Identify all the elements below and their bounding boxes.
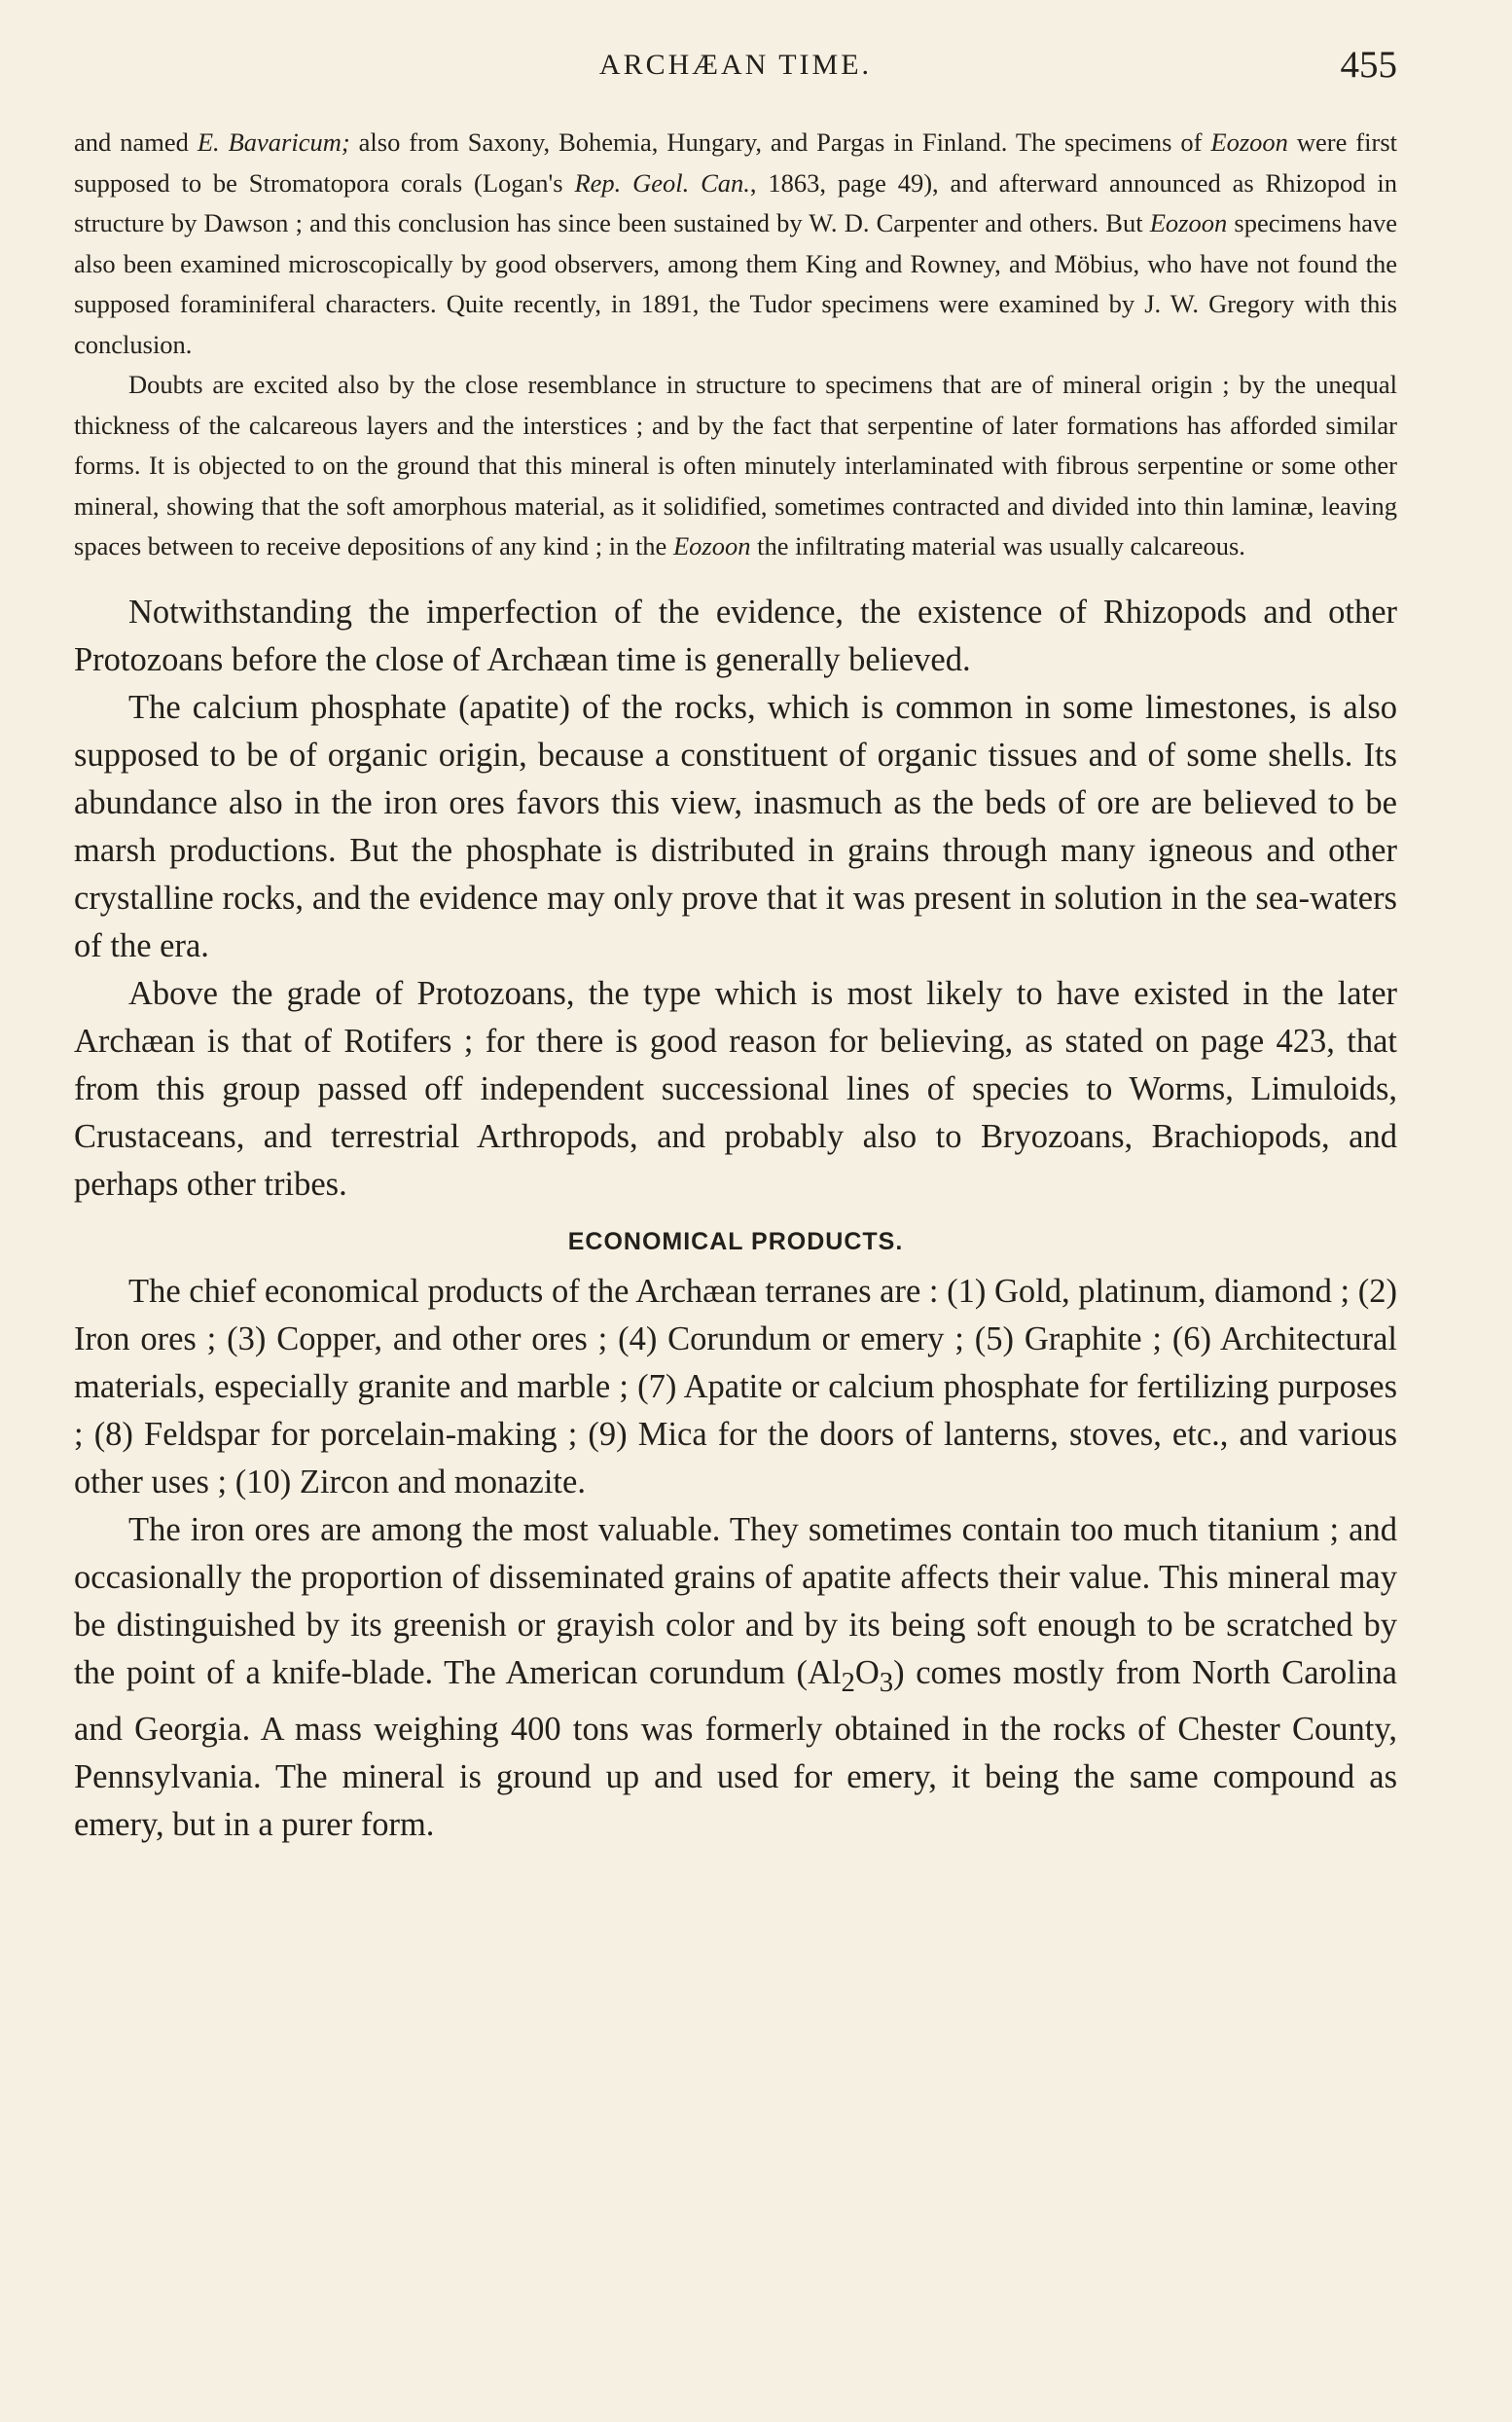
page-body xyxy=(74,123,1397,1849)
section-heading: ECONOMICAL PRODUCTS. xyxy=(567,1227,904,1255)
running-head xyxy=(74,43,1397,91)
small-paragraph-1: and named E. Bavaricum; also from Saxony, Bohemia, Hungary, and Pargas in Finland. The specimens of Eozoon were first supposed to be Stromatopora corals (Logan's Rep. Geol. Can., 1863, page 49), and afterward announced as Rhizopod in structure by Dawson ; and this conclusion has since been sustained by W. D. Carpenter and others. But Eozoon specimens have also been examined microscopically by good observers, among them King and Rowney, and Möbius, who have not found the supposed foraminiferal characters. Quite recently, in 1891, the Tudor specimens were examined by J. W. Gregory with this conclusion. xyxy=(74,127,1397,359)
main-text xyxy=(74,589,1397,1850)
running-head-title: ARCHÆAN TIME. xyxy=(598,49,873,81)
small-paragraph-2: Doubts are excited also by the close resemblance in structure to specimens that are of mineral origin ; by the unequal thickness of the calcareous layers and the interstices ; and by the fact that serpentine of later formations has afforded similar forms. It is objected to on the ground that this mineral is often minutely interlaminated with fibrous serpentine or some other mineral, showing that the soft amorphous material, as it solidified, sometimes contracted and divided into thin laminæ, leaving spaces between to receive depositions of any kind ; in the Eozoon the infiltrating material was usually calcareous. xyxy=(74,370,1397,560)
paragraph-calcium-phosphate: The calcium phosphate (apatite) of the rocks, which is common in some limestones, is also supposed to be of organic origin, because a constituent of organic tissues and of some shells. Its abundance also in the iron ores favors this view, inasmuch as the beds of ore are believed to be marsh productions. But the phosphate is distributed in grains through many igneous and other crystalline rocks, and the evidence may only prove that it was present in solution in the sea-waters of the era. xyxy=(74,688,1397,964)
paragraph-iron-ores: The iron ores are among the most valuable. They sometimes contain too much titanium ; and occasionally the proportion of disseminated grains of apatite affects their value. This mineral may be distinguished by its greenish or grayish color and by its being soft enough to be scratched by the point of a knife-blade. The American corundum $(Al_2O_3)$ comes mostly from North Carolina and Georgia. A mass weighing 400 tons was formerly obtained in the rocks of Chester County, Pennsylvania. The mineral is ground up and used for emery, it being the same compound as emery, but in a purer form. xyxy=(74,1510,1397,1844)
small-print-block xyxy=(74,123,1397,567)
paragraph-rotifers: Above the grade of Protozoans, the type which is most likely to have existed in the later Archæan is that of Rotifers ; for there is good reason for believing, as stated on page 423, that from this group passed off independent successional lines of species to Worms, Limuloids, Crustaceans, and terrestrial Arthropods, and probably also to Bryozoans, Brachiopods, and perhaps other tribes. xyxy=(74,974,1397,1203)
page-number: 455 xyxy=(1340,44,1397,86)
paragraph-protozoans: Notwithstanding the imperfection of the evidence, the existence of Rhizopods and other Protozoans before the close of Archæan time is generally believed. xyxy=(74,593,1397,678)
paragraph-economical-products: The chief economical products of the Archæan terranes are : (1) Gold, platinum, diamond ; (2) Iron ores ; (3) Copper, and other ores ; (4) Corundum or emery ; (5) Graphite ; (6) Architectural materials, especially granite and marble ; (7) Apatite or calcium phosphate for fertilizing purposes ; (8) Feldspar for porcelain-making ; (9) Mica for the doors of lanterns, stoves, etc., and various other uses ; (10) Zircon and monazite. xyxy=(74,1272,1397,1500)
